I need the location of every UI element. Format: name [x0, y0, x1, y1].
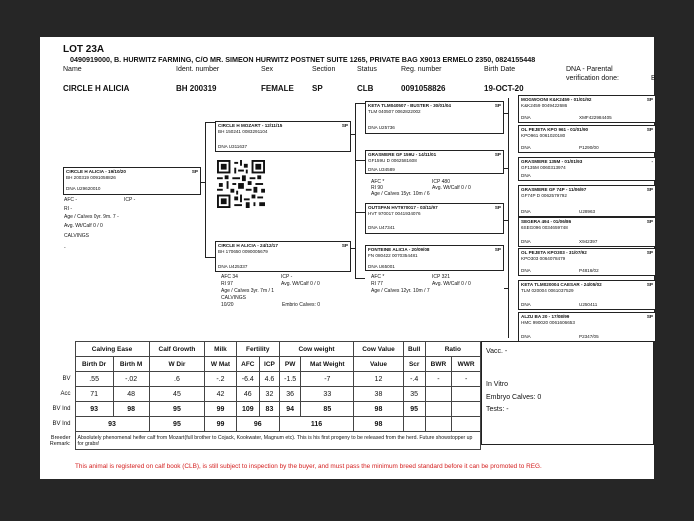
- self-pedigree-box: [63, 167, 201, 195]
- registration-notice: This animal is registered on calf book (CLB), is still subject to inspection by the buyer, and must pass the minimum breed standard before it can be promoted to REG.: [75, 463, 542, 470]
- embryo-calves-text: Embryo Calves: 0: [486, 394, 542, 401]
- sd-ri: RI 90: [371, 185, 383, 191]
- gg-section: SP: [646, 314, 653, 319]
- qr-code: [217, 160, 265, 208]
- cell: 98: [354, 402, 404, 417]
- cell: -1.5: [279, 372, 301, 387]
- col-mat-weight: Mat Weight: [301, 357, 354, 372]
- gg-ids: GF74P D 0062579792: [521, 193, 567, 198]
- gg-title: OL PEJETA KPO303 - 31/07/92: [521, 250, 587, 255]
- dam-age: Age / Calves 3yr. 7m / 1: [221, 288, 275, 294]
- gg-dna-label: DNA: [521, 239, 531, 244]
- self-dna: DNA U29620010: [66, 186, 101, 191]
- gg-ids: KPO961 0061020180: [521, 133, 566, 138]
- breeder-remark-label: Breeder Remark:: [49, 434, 71, 447]
- vaccination-text: Vacc. -: [486, 348, 508, 355]
- group-bull: Bull: [403, 342, 425, 357]
- header-dna-verification: verification done:: [566, 75, 619, 82]
- gg-section: -: [651, 159, 653, 164]
- cell: 4.6: [260, 372, 280, 387]
- bottom-black-bar: [0, 479, 694, 521]
- lot-number: LOT 23A: [63, 44, 105, 55]
- ss-section: SP: [494, 103, 501, 108]
- group-ratio: Ratio: [425, 342, 480, 357]
- gg-section: SP: [646, 250, 653, 255]
- row-label: BV Ind: [52, 421, 71, 427]
- breeder-remark-text: Absolutely phenomenal heifer calf from Mozart(full brother to Cojack, Kookwater, Magnum etc). This is his first progeny to be released from the herd. Future showstopper up for grabs!: [75, 432, 481, 450]
- cell: 42: [205, 387, 236, 402]
- cell: 99: [205, 417, 236, 432]
- sire-section: SP: [341, 123, 348, 128]
- gg-dna: P4816/02: [579, 268, 599, 273]
- gg-dna-label: DNA: [521, 268, 531, 273]
- cell: [425, 387, 452, 402]
- cell: .6: [149, 372, 205, 387]
- great-grandparent-box: [518, 312, 656, 342]
- ss-dna: DNA U25736: [368, 125, 395, 130]
- ds-ids: HVT 970017 0041934076: [368, 211, 421, 216]
- sire-dna: DNA U311637: [218, 144, 248, 149]
- dd-avg: Avg. Wt/Calf 0 / 0: [432, 281, 471, 287]
- gg-title: MOGWOONI K&K2459 - 01/01/92: [521, 97, 592, 102]
- gg-dna-label: DNA: [521, 115, 531, 120]
- gg-ids: HMC 990020 0061606653: [521, 320, 575, 325]
- dd-dna: DNA U65001: [368, 264, 395, 269]
- group-cow-weight: Cow weight: [279, 342, 353, 357]
- cell: 95: [403, 402, 425, 417]
- col-wwr: WWR: [452, 357, 481, 372]
- cell: 95: [149, 417, 205, 432]
- ss-title: KETA TLM040507 - BUSTER - 30/01/04: [368, 103, 451, 108]
- header-reg: Reg. number: [401, 66, 442, 73]
- gg-section: SP: [646, 187, 653, 192]
- cell: 33: [301, 387, 354, 402]
- cell: [425, 402, 452, 417]
- dd-age: Age / Calves 12yr. 10m / 7: [371, 288, 430, 294]
- info-panel: [481, 341, 654, 445]
- header-section: Section: [312, 66, 336, 73]
- col-value: Value: [354, 357, 404, 372]
- connector-line: [504, 168, 509, 169]
- gg-section: SP: [646, 219, 653, 224]
- group-fertility: Fertility: [236, 342, 279, 357]
- cell: 94: [279, 402, 301, 417]
- cell: -.02: [113, 372, 149, 387]
- connector-line: [355, 212, 365, 213]
- connector-line: [508, 98, 509, 338]
- group-calving-ease: Calving Ease: [75, 342, 149, 357]
- cell: 71: [75, 387, 113, 402]
- in-vitro-text: In Vitro: [486, 381, 509, 388]
- self-avg: Avg. Wt/Calf 0 / 0: [64, 223, 103, 229]
- top-black-bar: [0, 0, 694, 37]
- connector-line: [504, 220, 509, 221]
- sub-header-row: [47, 357, 481, 372]
- gg-dna: P2347/05: [579, 334, 599, 339]
- dd-afc: AFC *: [371, 274, 385, 280]
- col-scr: Scr: [403, 357, 425, 372]
- cell: 45: [149, 387, 205, 402]
- breeder-remark-row: [47, 432, 481, 450]
- dam-ri: RI 97: [221, 281, 233, 287]
- cell: 99: [205, 402, 236, 417]
- cell: 109: [236, 402, 259, 417]
- gg-title: GRASMERE GF 74P - 11/06/97: [521, 187, 587, 192]
- cell: 85: [301, 402, 354, 417]
- cell: 98: [113, 402, 149, 417]
- gg-ids: K&K2459 0049422686: [521, 103, 568, 108]
- breeder-line: 0490919000, B. HURWITZ FARMING, C/O MR. SIMEON HURWITZ POSTNET SUITE 1265, PRIVATE BAG X9013 ERMELO 2350, 0824155448: [70, 55, 536, 64]
- gg-section: SP: [646, 127, 653, 132]
- header-status: Status: [357, 66, 377, 73]
- cell: [452, 387, 481, 402]
- ds-section: SP: [494, 205, 501, 210]
- gg-dna-label: DNA: [521, 334, 531, 339]
- ds-dna: DNA U47341: [368, 225, 395, 230]
- cell: 32: [260, 387, 280, 402]
- cell: 83: [260, 402, 280, 417]
- animal-birth: 19-OCT-20: [484, 84, 524, 93]
- cell: 93: [75, 402, 113, 417]
- great-grandparent-box: [518, 95, 656, 123]
- cell: 12: [354, 372, 404, 387]
- col-birth-dr: Birth Dr: [75, 357, 113, 372]
- cell: 116: [279, 417, 353, 432]
- connector-line: [205, 122, 206, 257]
- col-w-mat: W Mat: [205, 357, 236, 372]
- sd-ids: GF159U D 0062581608: [368, 158, 417, 163]
- col-icp: ICP: [260, 357, 280, 372]
- cell: .55: [75, 372, 113, 387]
- great-grandparent-box: [518, 217, 656, 247]
- animal-ident: BH 200319: [176, 84, 217, 93]
- gg-dna: X942397: [579, 239, 598, 244]
- dam-icp: ICP -: [281, 274, 293, 280]
- dd-section: SP: [494, 247, 501, 252]
- connector-line: [504, 113, 509, 114]
- cell: [452, 402, 481, 417]
- cell: 46: [236, 387, 259, 402]
- gg-title: SEGERA 494 - 01/06/86: [521, 219, 572, 224]
- self-ids: BH 200319 0091058826: [66, 175, 116, 180]
- gg-ids: GF135M 0060313974: [521, 165, 566, 170]
- col-w-dir: W Dir: [149, 357, 205, 372]
- gg-section: SP: [646, 97, 653, 102]
- animal-section: SP: [312, 84, 323, 93]
- connector-line: [355, 103, 356, 278]
- self-ri: RI -: [64, 206, 73, 212]
- gg-dna: U250411: [579, 302, 598, 307]
- sd-section: SP: [494, 152, 501, 157]
- header-sex: Sex: [261, 66, 274, 73]
- great-grandparent-box: [518, 248, 656, 276]
- gg-title: OL PEJETA KPO 961 - 01/01/90: [521, 127, 589, 132]
- row-label: BV: [62, 376, 71, 382]
- sd-dna: DNA U34589: [368, 167, 395, 172]
- dd-ids: FN 080422 0070354481: [368, 253, 418, 258]
- cell: 98: [354, 417, 404, 432]
- tests-text: Tests: -: [486, 406, 509, 413]
- cell: -7: [301, 372, 354, 387]
- dd-icp: ICP 321: [432, 274, 450, 280]
- gg-dna-label: DNA: [521, 209, 531, 214]
- connector-line: [351, 248, 356, 249]
- gg-section: SP: [646, 282, 653, 287]
- group-cow-value: Cow Value: [354, 342, 404, 357]
- table-row-bv: [47, 372, 481, 387]
- sire-ids: BH 150241 0083291104: [218, 129, 268, 134]
- sire-box: [215, 121, 351, 152]
- cell: -6.4: [236, 372, 259, 387]
- sd-age: Age / Calves 15yr. 10m / 6: [371, 191, 430, 197]
- self-icp: ICP -: [124, 197, 136, 203]
- dam-calvings-value: 10/20: [221, 302, 234, 308]
- dam-title: CIRCLE H ALICIA - 24/12/17: [218, 243, 278, 248]
- gg-dna: U28963: [579, 209, 596, 214]
- col-pw: PW: [279, 357, 301, 372]
- gg-ids: KPO303 0064078479: [521, 256, 566, 261]
- animal-name: CIRCLE H ALICIA: [63, 84, 130, 93]
- self-section: SP: [191, 169, 198, 174]
- dd-ri: RI 77: [371, 281, 383, 287]
- sire-sire-box: [365, 101, 504, 134]
- row-label: Acc: [60, 391, 71, 397]
- dam-dam-box: [365, 245, 504, 271]
- connector-line: [351, 134, 356, 135]
- cell: 95: [149, 402, 205, 417]
- gg-ids: TLM 020004 0061037529: [521, 288, 574, 293]
- gg-dna-label: DNA: [521, 302, 531, 307]
- col-afc: AFC: [236, 357, 259, 372]
- sd-icp: ICP 480: [432, 179, 450, 185]
- self-title: CIRCLE H ALICIA - 19/10/20: [66, 169, 126, 174]
- great-grandparent-box: [518, 157, 656, 181]
- group-header-row: [47, 342, 481, 357]
- great-grandparent-box: [518, 280, 656, 310]
- col-birth-m: Birth M: [113, 357, 149, 372]
- header-birth: Birth Date: [484, 66, 516, 73]
- cell: 93: [75, 417, 149, 432]
- dam-box: [215, 241, 351, 272]
- dd-title: FONTEINE ALICIA - 20/09/08: [368, 247, 430, 252]
- self-calvings: CALVINGS: [64, 233, 89, 239]
- dam-ids: BH 170650 0090005679: [218, 249, 268, 254]
- connector-line: [205, 257, 215, 258]
- group-calf-growth: Calf Growth: [149, 342, 205, 357]
- dam-afc: AFC 34: [221, 274, 238, 280]
- gg-dna-label: DNA: [521, 145, 531, 150]
- connector-line: [355, 278, 365, 279]
- sire-title: CIRCLE H MOZART - 12/11/15: [218, 123, 283, 128]
- dam-calvings: CALVINGS: [221, 295, 246, 301]
- connector-line: [504, 288, 509, 289]
- gg-title: GRASMERE 135M - 01/01/93: [521, 159, 583, 164]
- gg-title: ALZU BA 20 - 17/08/99: [521, 314, 570, 319]
- cell: -: [425, 372, 452, 387]
- dam-sire-box: [365, 203, 504, 234]
- header-dna: DNA - Parental: [566, 66, 613, 73]
- cell: -: [452, 372, 481, 387]
- table-row-bv-ind-merged: [47, 417, 481, 432]
- header-name: Name: [63, 66, 82, 73]
- cell: 48: [113, 387, 149, 402]
- animal-status: CLB: [357, 84, 374, 93]
- cell: 38: [354, 387, 404, 402]
- header-dna-value: B: [651, 75, 656, 82]
- sire-dam-box: [365, 150, 504, 174]
- great-grandparent-box: [518, 125, 656, 153]
- self-calvings-value: -: [64, 245, 66, 251]
- col-bwr: BWR: [425, 357, 452, 372]
- cell: 36: [279, 387, 301, 402]
- ss-ids: TLM 040507 0062822002: [368, 109, 421, 114]
- group-milk: Milk: [205, 342, 236, 357]
- self-age: Age / Calves 0yr. 9m. 7 -: [64, 214, 119, 220]
- cell: -.2: [205, 372, 236, 387]
- gg-title: KETA TLM020004 CAESAR - 24/05/02: [521, 282, 602, 287]
- row-label: BV Ind: [52, 406, 71, 412]
- connector-line: [205, 122, 215, 123]
- animal-sex: FEMALE: [261, 84, 294, 93]
- cell: 35: [403, 387, 425, 402]
- dam-avg: Avg. Wt/Calf 0 / 0: [281, 281, 320, 287]
- cell: 96: [236, 417, 279, 432]
- sd-avg: Avg. Wt/Calf 0 / 0: [432, 185, 471, 191]
- breeding-values-table: [47, 341, 481, 450]
- sd-title: GRASMERE GF 159U - 14/11/01: [368, 152, 437, 157]
- gg-ids: 6SEG096 0034659748: [521, 225, 568, 230]
- dam-embrio-calves: Embrio Calves: 0: [282, 302, 321, 308]
- gg-dna-label: DNA: [521, 173, 531, 178]
- ds-title: OUTSPAN HVT970017 - 03/11/97: [368, 205, 438, 210]
- self-afc: AFC -: [64, 197, 78, 203]
- connector-line: [355, 160, 365, 161]
- animal-reg: 0091058826: [401, 84, 446, 93]
- header-ident: Ident. number: [176, 66, 220, 73]
- table-row-acc: [47, 387, 481, 402]
- dam-dna: DNA U425337: [218, 264, 248, 269]
- cell: -.4: [403, 372, 425, 387]
- gg-dna: P1290/00: [579, 145, 599, 150]
- gg-dna: XMF422984405: [579, 115, 612, 120]
- great-grandparent-box: [518, 185, 656, 217]
- table-row-bv-ind: [47, 402, 481, 417]
- connector-line: [201, 182, 206, 183]
- connector-line: [355, 103, 365, 104]
- sd-afc: AFC *: [371, 179, 385, 185]
- dam-section: SP: [341, 243, 348, 248]
